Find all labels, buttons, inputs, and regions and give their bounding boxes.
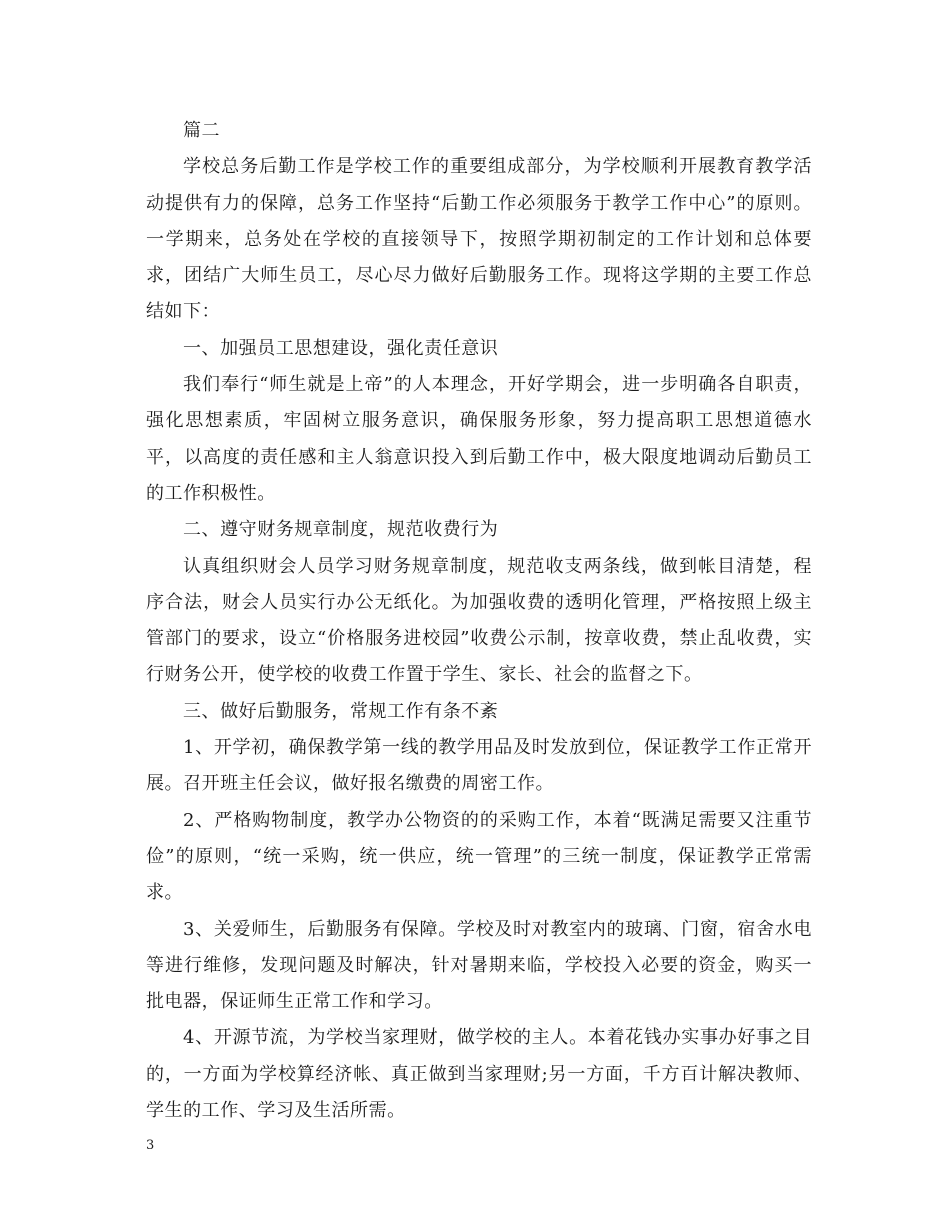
list-item-2: 2、严格购物制度，教学办公物资的的采购工作，本着“既满足需要又注重节俭”的原则，“统一采购，统一供应，统一管理”的三统一制度，保证教学正常需求。 (146, 809, 812, 904)
page-number: 3 (146, 1138, 155, 1153)
intro-paragraph: 学校总务后勤工作是学校工作的重要组成部分，为学校顺利开展教育教学活动提供有力的保障，总务工作坚持“后勤工作必须服务于教学工作中心”的原则。一学期来，总务处在学校的直接领导下，按照学期初制定的工作计划和总体要求，团结广大师生员工，尽心尽力做好后勤服务工作。现将这学期的主要工作总结如下： (146, 156, 812, 323)
paragraph-two: 认真组织财会人员学习财务规章制度，规范收支两条线，做到帐目清楚，程序合法，财会人员实行办公无纸化。为加强收费的透明化管理，严格按照上级主管部门的要求，设立“价格服务进校园”收费公示制，按章收费，禁止乱收费，实行财务公开，使学校的收费工作置于学生、家长、社会的监督之下。 (146, 555, 812, 686)
document-body (146, 113, 812, 1129)
list-item-4: 4、开源节流，为学校当家理财，做学校的主人。本着花钱办实事办好事之目的，一方面为学校算经济帐、真正做到当家理财;另一方面，千方百计解决教师、学生的工作、学习及生活所需。 (146, 1027, 812, 1122)
section-heading-part-two: 篇二 (183, 120, 221, 141)
list-item-3: 3、关爱师生，后勤服务有保障。学校及时对教室内的玻璃、门窗，宿舍水电等进行维修，发现问题及时解决，针对暑期来临，学校投入必要的资金，购买一批电器，保证师生正常工作和学习。 (146, 918, 812, 1013)
heading-three: 三、做好后勤服务，常规工作有条不紊 (183, 700, 499, 722)
list-item-1: 1、开学初，确保教学第一线的教学用品及时发放到位，保证教学工作正常开展。召开班主任会议，做好报名缴费的周密工作。 (146, 737, 812, 795)
heading-one: 一、加强员工思想建设，强化责任意识 (183, 337, 499, 359)
paragraph-one: 我们奉行“师生就是上帝”的人本理念，开好学期会，进一步明确各自职责，强化思想素质，牢固树立服务意识，确保服务形象，努力提高职工思想道德水平，以高度的责任感和主人翁意识投入到后勤工作中，极大限度地调动后勤员工的工作积极性。 (146, 374, 812, 504)
heading-two: 二、遵守财务规章制度，规范收费行为 (183, 519, 499, 541)
